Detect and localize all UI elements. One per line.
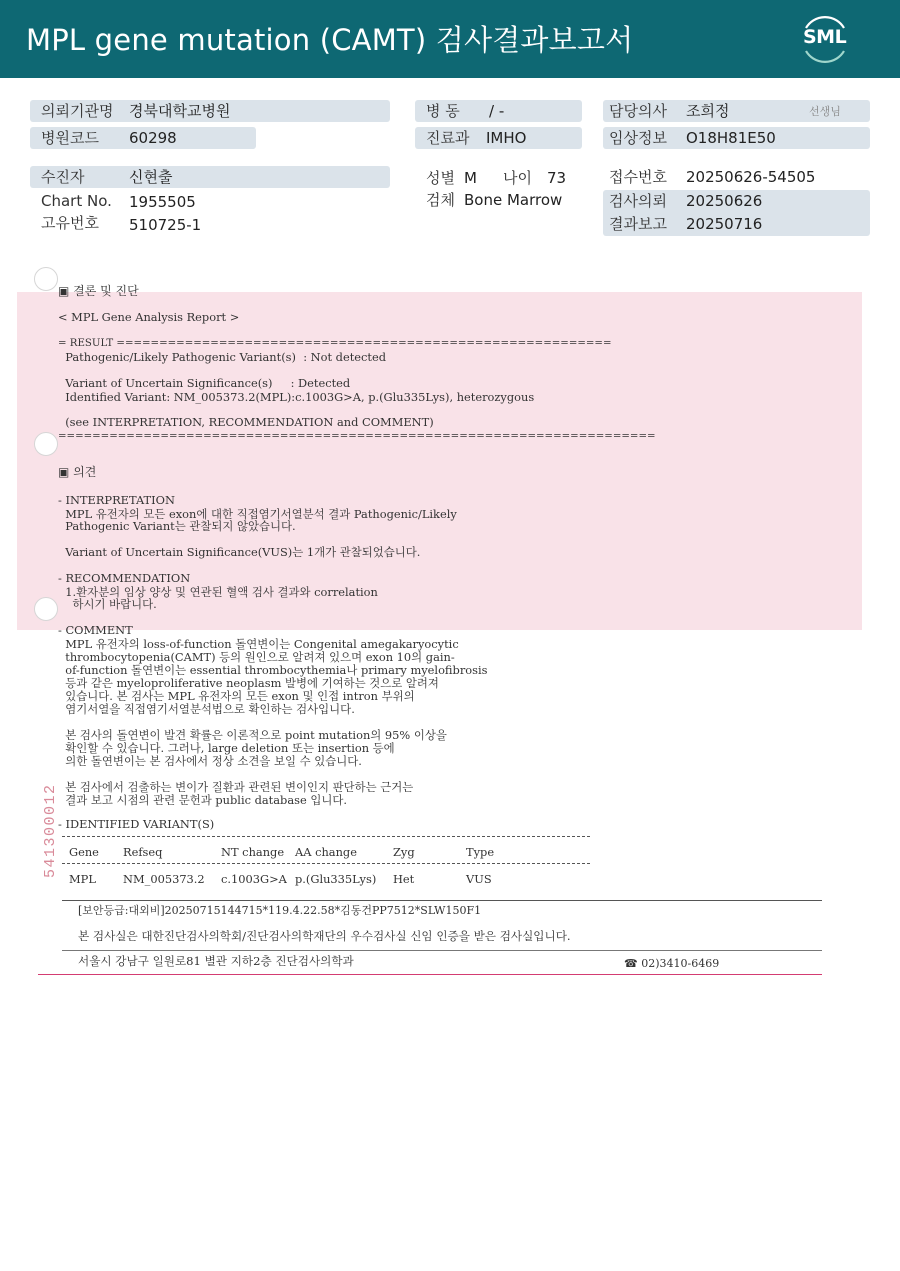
- request-value: 20250626: [686, 192, 763, 210]
- comment-heading: - COMMENT: [58, 623, 133, 637]
- th-type: Type: [466, 845, 495, 859]
- clinical-value: O18H81E50: [686, 129, 776, 147]
- id-value: 510725-1: [129, 216, 202, 234]
- cell-refseq: NM_005373.2: [123, 872, 205, 886]
- interpretation-line: MPL 유전자의 모든 exon에 대한 직접염기서열분석 결과 Pathogenic/Likely: [58, 507, 457, 521]
- dept-value: IMHO: [486, 129, 527, 147]
- hospital-code-label: 병원코드: [41, 129, 99, 147]
- th-nt-change: NT change: [221, 845, 285, 859]
- ward-value: / -: [489, 102, 505, 120]
- ward-label: 병 동: [426, 102, 460, 120]
- report-title: MPL gene mutation (CAMT) 검사결과보고서: [26, 23, 634, 57]
- dept-label: 진료과: [426, 129, 470, 147]
- th-gene: Gene: [69, 845, 99, 859]
- footer-rule: [62, 900, 822, 901]
- cell-aa-change: p.(Glu335Lys): [295, 872, 377, 886]
- specimen-value: Bone Marrow: [464, 191, 563, 209]
- receipt-value: 20250626-54505: [686, 168, 816, 186]
- comment-line: of-function 돌연변이는 essential thrombocythemia나 primary myelofibrosis: [58, 663, 488, 677]
- result-line-variant: Identified Variant: NM_005373.2(MPL):c.1003G>A, p.(Glu335Lys), heterozygous: [58, 390, 535, 404]
- cell-type: VUS: [466, 872, 492, 886]
- result-rule: = RESULT ==========================================================: [58, 338, 612, 349]
- comment-line: 본 검사의 돌연변이 발견 확률은 이론적으로 point mutation의 95% 이상을: [58, 728, 447, 742]
- report-subtitle: < MPL Gene Analysis Report >: [58, 310, 240, 324]
- recommendation-line: 1.환자분의 임상 양상 및 연관된 혈액 검사 결과와 correlation: [58, 585, 378, 599]
- result-line-see: (see INTERPRETATION, RECOMMENDATION and COMMENT): [58, 415, 434, 429]
- logo-text: SML: [803, 26, 847, 48]
- th-refseq: Refseq: [123, 845, 163, 859]
- comment-line: 의한 돌연변이는 본 검사에서 정상 소견을 보일 수 있습니다.: [58, 754, 362, 768]
- report-value: 20250716: [686, 215, 763, 233]
- patient-value: 신현출: [129, 168, 173, 186]
- recommendation-heading: - RECOMMENDATION: [58, 571, 191, 585]
- comment-line: 염기서열을 직접염기서열분석법으로 확인하는 검사입니다.: [58, 702, 355, 716]
- institution-label: 의뢰기관명: [41, 102, 114, 120]
- section-opinion-heading: ▣ 의견: [58, 465, 97, 479]
- report-header: [0, 0, 900, 78]
- punch-hole: [34, 432, 58, 456]
- doctor-value: 조희정: [686, 102, 730, 120]
- comment-line: 본 검사에서 검출하는 변이가 질환과 관련된 변이인지 판단하는 근거는: [58, 780, 414, 794]
- result-line-vus: Variant of Uncertain Significance(s) : Detected: [58, 376, 351, 390]
- patient-label: 수진자: [41, 168, 85, 186]
- punch-hole: [34, 597, 58, 621]
- comment-line: MPL 유전자의 loss-of-function 돌연변이는 Congenital amegakaryocytic: [58, 637, 459, 651]
- certification-line: 본 검사실은 대한진단검사의학회/진단검사의학재단의 우수검사실 신임 인증을 받은 검사실입니다.: [78, 929, 571, 943]
- request-label: 검사의뢰: [609, 192, 667, 210]
- sex-label: 성별: [426, 169, 455, 187]
- comment-line: thrombocytopenia(CAMT) 등의 원인으로 알려져 있으며 exon 10의 gain-: [58, 650, 455, 664]
- address-line: 서울시 강남구 일원로81 별관 지하2층 진단검사의학과: [78, 954, 354, 968]
- chart-value: 1955505: [129, 193, 196, 211]
- phone-line: ☎ 02)3410-6469: [624, 957, 720, 970]
- doctor-label: 담당의사: [609, 102, 667, 120]
- result-end-rule: ======================================================================: [58, 431, 656, 442]
- id-label: 고유번호: [41, 214, 99, 232]
- recommendation-line: 하시기 바랍니다.: [58, 597, 157, 611]
- chart-label: Chart No.: [41, 192, 112, 210]
- table-top-rule: [62, 836, 590, 837]
- institution-value: 경북대학교병원: [129, 102, 231, 120]
- side-code: [36, 778, 60, 878]
- comment-line: 있습니다. 본 검사는 MPL 유전자의 모든 exon 및 인접 intron 부위의: [58, 689, 415, 703]
- comment-line: 결과 보고 시점의 관련 문헌과 public database 입니다.: [58, 793, 347, 807]
- doctor-suffix: 선생님: [809, 105, 841, 118]
- interpretation-line: Variant of Uncertain Significance(VUS)는 1개가 관찰되었습니다.: [58, 545, 421, 559]
- interpretation-heading: - INTERPRETATION: [58, 493, 175, 507]
- th-zyg: Zyg: [393, 845, 415, 859]
- security-line: [보안등급:대외비]20250715144715*119.4.22.58*김동건PP7512*SLW150F1: [78, 904, 482, 917]
- cell-nt-change: c.1003G>A: [221, 872, 287, 886]
- specimen-label: 검체: [426, 191, 455, 209]
- section-conclusion-heading: ▣ 결론 및 진단: [58, 284, 139, 298]
- footer-pink-rule: [38, 974, 822, 975]
- cell-zyg: Het: [393, 872, 415, 886]
- interpretation-line: Pathogenic Variant는 관찰되지 않았습니다.: [58, 519, 296, 533]
- comment-line: 등과 같은 myeloproliferative neoplasm 발병에 기여하는 것으로 알려져: [58, 676, 439, 690]
- punch-hole: [34, 267, 58, 291]
- identified-variants-heading: - IDENTIFIED VARIANT(S): [58, 817, 215, 831]
- age-label: 나이: [503, 169, 532, 187]
- table-header-rule: [62, 863, 590, 864]
- clinical-label: 임상정보: [609, 129, 667, 147]
- th-aa-change: AA change: [295, 845, 357, 859]
- footer-mid-rule: [62, 950, 822, 951]
- svg-text:541300012: 541300012: [42, 783, 59, 878]
- hospital-code-value: 60298: [129, 129, 177, 147]
- result-line-pathogenic: Pathogenic/Likely Pathogenic Variant(s) : Not detected: [58, 350, 387, 364]
- sex-value: M: [464, 169, 477, 187]
- report-label: 결과보고: [609, 215, 667, 233]
- comment-line: 확인할 수 있습니다. 그러나, large deletion 또는 insertion 등에: [58, 741, 395, 755]
- receipt-label: 접수번호: [609, 168, 667, 186]
- cell-gene: MPL: [69, 872, 96, 886]
- age-value: 73: [547, 169, 567, 187]
